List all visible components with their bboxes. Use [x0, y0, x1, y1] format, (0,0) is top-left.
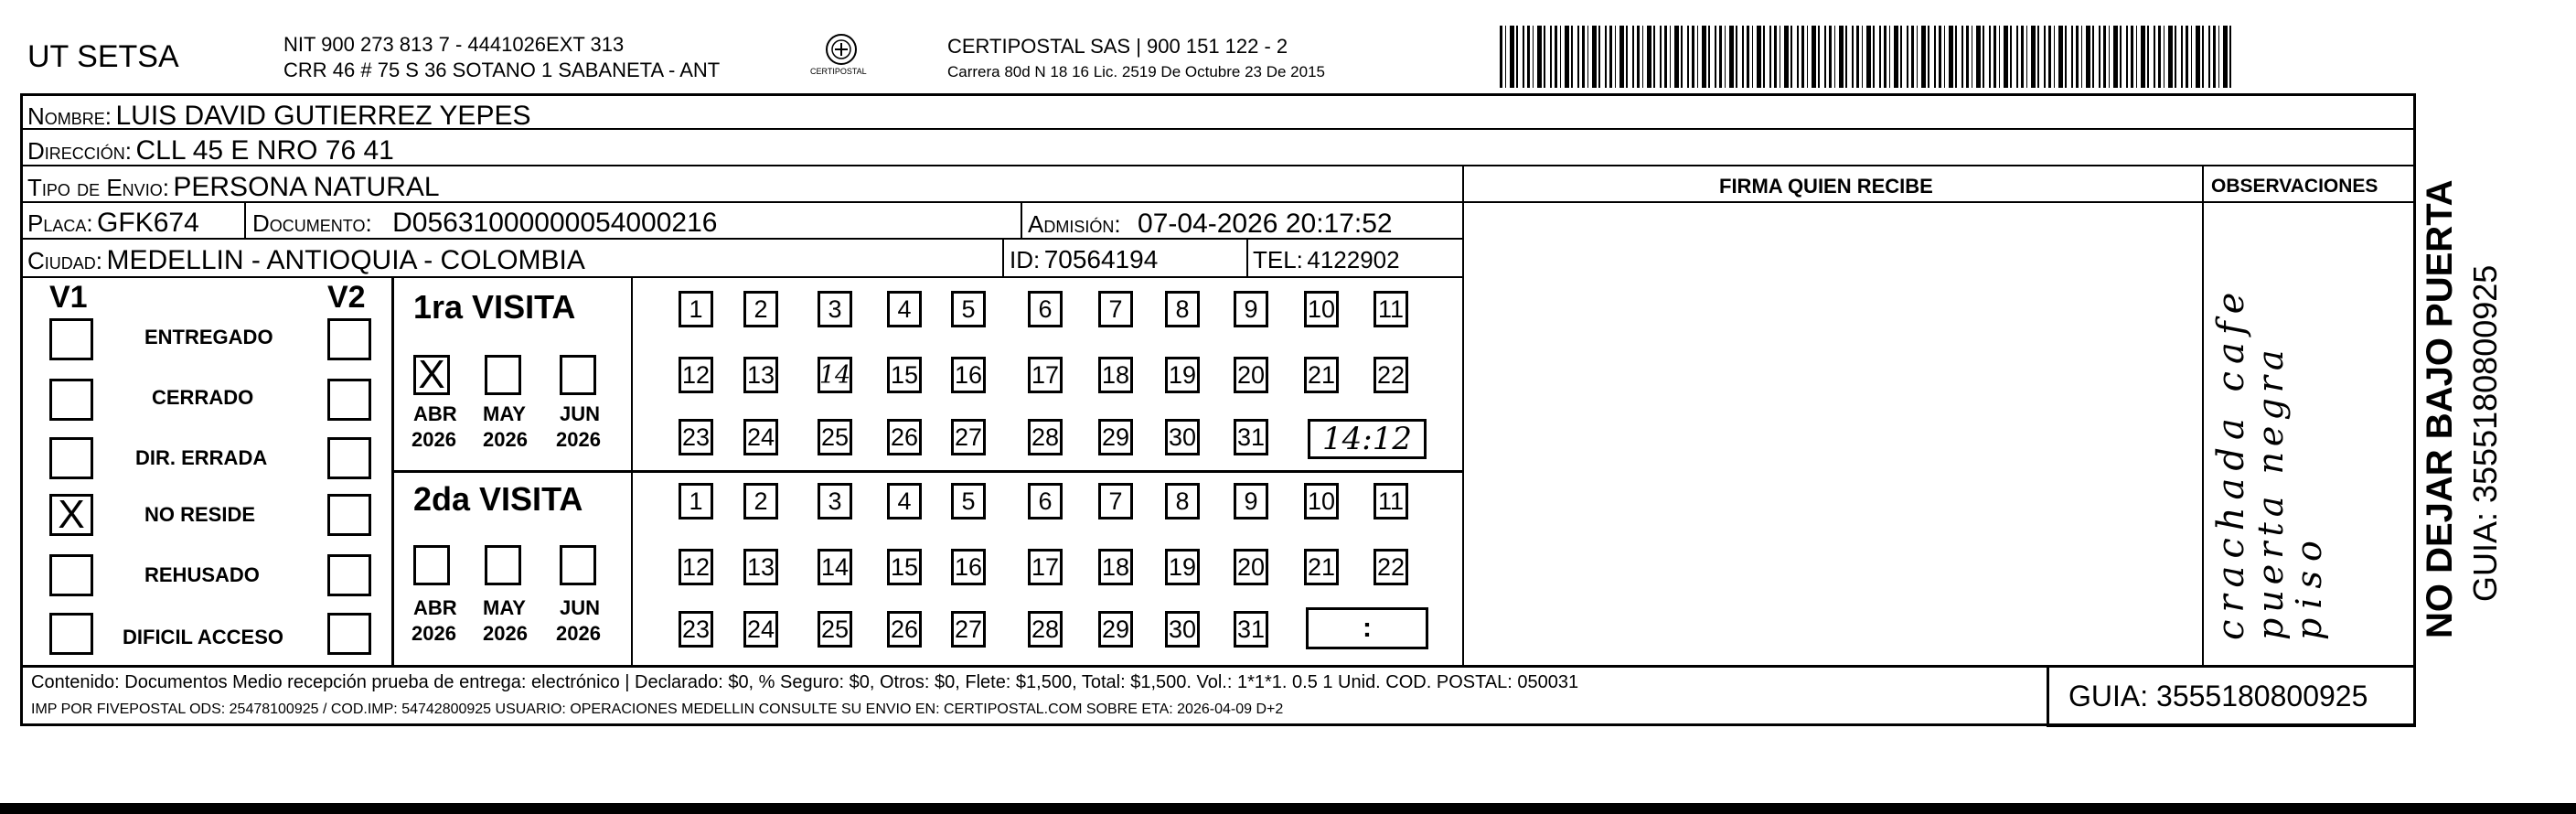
nit-line-2: CRR 46 # 75 S 36 SOTANO 1 SABANETA - ANT: [283, 59, 721, 81]
visit2-day-20[interactable]: 20: [1234, 549, 1268, 585]
nombre-value: LUIS DAVID GUTIERREZ YEPES: [115, 101, 531, 131]
v2-checkbox-entregado[interactable]: [327, 318, 371, 360]
v2-label: V2: [327, 280, 366, 315]
visit1-day-19[interactable]: 19: [1165, 357, 1200, 393]
v2-checkbox-dir-errada[interactable]: [327, 437, 371, 479]
visit2-month-may[interactable]: [485, 545, 521, 585]
status-label-no-reside: NO RESIDE: [144, 503, 256, 526]
visit2-day-12[interactable]: 12: [679, 549, 713, 585]
logo-icon: [805, 29, 878, 93]
visit1-month-abr[interactable]: [413, 352, 450, 397]
ciudad-value: MEDELLIN - ANTIOQUIA - COLOMBIA: [106, 245, 585, 275]
visit2-day-4[interactable]: 4: [887, 483, 922, 519]
visit1-time-box[interactable]: [1308, 419, 1427, 459]
logo-text: CERTIPOSTAL: [810, 67, 867, 76]
visit2-day-28[interactable]: 28: [1028, 611, 1063, 648]
visit1-day-29[interactable]: 29: [1098, 419, 1133, 455]
firma-header: FIRMA QUIEN RECIBE: [1719, 175, 1933, 198]
visit1-day-24[interactable]: 24: [743, 419, 778, 455]
visit2-day-11[interactable]: 11: [1374, 483, 1408, 519]
visit2-year-may: 2026: [483, 622, 528, 645]
visit2-day-2[interactable]: 2: [743, 483, 778, 519]
visit1-month-mark: X: [418, 352, 445, 397]
visit1-day-6[interactable]: 6: [1028, 291, 1063, 327]
visit1-day-8[interactable]: 8: [1165, 291, 1200, 327]
obs-note-1: crachada cafe: [2210, 284, 2252, 640]
visit2-day-30[interactable]: 30: [1165, 611, 1200, 648]
visit2-day-8[interactable]: 8: [1165, 483, 1200, 519]
visit2-day-25[interactable]: 25: [818, 611, 852, 648]
certipostal-line-2: Carrera 80d N 18 16 Lic. 2519 De Octubre 23 De 2015: [947, 63, 1325, 80]
visit1-day-1[interactable]: 1: [679, 291, 713, 327]
admision-label: Admisión:: [1028, 210, 1121, 238]
ciudad-label: Ciudad:: [27, 247, 103, 274]
status-label-dir-errada: DIR. ERRADA: [135, 446, 268, 469]
v2-checkbox-cerrado[interactable]: [327, 379, 371, 421]
visit2-day-23[interactable]: 23: [679, 611, 713, 648]
visit1-day-21[interactable]: 21: [1304, 357, 1339, 393]
visit2-day-21[interactable]: 21: [1304, 549, 1339, 585]
visit2-day-14[interactable]: 14: [818, 549, 852, 585]
visit1-day-31[interactable]: 31: [1234, 419, 1268, 455]
visit1-day-26[interactable]: 26: [887, 419, 922, 455]
direccion-label: Dirección:: [27, 137, 133, 165]
status-label-cerrado: CERRADO: [152, 386, 254, 409]
visit2-day-22[interactable]: 22: [1374, 549, 1408, 585]
visit1-day-5[interactable]: 5: [951, 291, 986, 327]
observaciones-header: OBSERVACIONES: [2211, 176, 2378, 197]
visit2-day-31[interactable]: 31: [1234, 611, 1268, 648]
visit2-day-5[interactable]: 5: [951, 483, 986, 519]
v2-checkbox-dificil-acceso[interactable]: [327, 613, 371, 655]
status-label-rehusado: REHUSADO: [144, 563, 260, 586]
visit1-month-label-abr: ABR: [413, 402, 457, 425]
visit1-day-30[interactable]: 30: [1165, 419, 1200, 455]
company-name: UT SETSA: [27, 39, 179, 74]
visit1-month-label-jun: JUN: [560, 402, 601, 425]
visit2-title: 2da VISITA: [413, 480, 583, 518]
visit2-day-15[interactable]: 15: [887, 549, 922, 585]
admision-value: 07-04-2026 20:17:52: [1138, 209, 1393, 239]
nit-line-1: NIT 900 273 813 7 - 4441026EXT 313: [283, 33, 625, 56]
visit2-day-26[interactable]: 26: [887, 611, 922, 648]
id-value: 70564194: [1043, 245, 1159, 273]
certipostal-line-1: CERTIPOSTAL SAS | 900 151 122 - 2: [947, 35, 1288, 58]
visit2-day-27[interactable]: 27: [951, 611, 986, 648]
visit1-day-7[interactable]: 7: [1098, 291, 1133, 327]
documento-value: D05631000000054000216: [392, 208, 718, 238]
visit1-day-17[interactable]: 17: [1028, 357, 1063, 393]
visit2-month-abr[interactable]: [413, 545, 450, 585]
visit2-day-6[interactable]: 6: [1028, 483, 1063, 519]
side-no-dejar: NO DEJAR BAJO PUERTA: [2420, 179, 2460, 638]
visit2-time: :: [1363, 613, 1372, 643]
observaciones-notes: [2210, 284, 2341, 640]
visit2-day-3[interactable]: 3: [818, 483, 852, 519]
v2-checkbox-no-reside[interactable]: [327, 494, 371, 536]
visit2-day-16[interactable]: 16: [951, 549, 986, 585]
visit1-day-10[interactable]: 10: [1304, 291, 1339, 327]
visit1-day-4[interactable]: 4: [887, 291, 922, 327]
nombre-label: Nombre:: [27, 102, 112, 130]
visit1-month-jun[interactable]: [560, 355, 596, 395]
v1-checkbox-entregado[interactable]: [49, 318, 93, 360]
certipostal-logo: [805, 29, 878, 93]
visit1-day-18[interactable]: 18: [1098, 357, 1133, 393]
visit2-day-19[interactable]: 19: [1165, 549, 1200, 585]
visit1-day-13[interactable]: 13: [743, 357, 778, 393]
visit2-day-13[interactable]: 13: [743, 549, 778, 585]
tipo-value: PERSONA NATURAL: [173, 172, 440, 202]
visit1-day-3[interactable]: 3: [818, 291, 852, 327]
footer-line-2: IMP POR FIVEPOSTAL ODS: 25478100925 / COD.IMP: 54742800925 USUARIO: OPERACIONES MEDELLIN CONSULTE SU ENVIO EN: CERTIPOSTAL.COM SOBRE ETA: 2026-04-09 D+2: [31, 702, 1284, 717]
v2-checkbox-rehusado[interactable]: [327, 554, 371, 596]
visit1-day-2[interactable]: 2: [743, 291, 778, 327]
v1-checkbox-cerrado[interactable]: [49, 379, 93, 421]
visit2-day-24[interactable]: 24: [743, 611, 778, 648]
placa-label: Placa:: [27, 209, 93, 237]
documento-label: Documento:: [252, 209, 372, 237]
footer-guia: GUIA: 3555180800925: [2068, 680, 2368, 712]
visit2-month-label-may: MAY: [483, 596, 526, 619]
bottom-rule: [0, 803, 2576, 814]
visit2-day-9[interactable]: 9: [1234, 483, 1268, 519]
visit2-day-18[interactable]: 18: [1098, 549, 1133, 585]
visit2-day-1[interactable]: 1: [679, 483, 713, 519]
visit1-day-12[interactable]: 12: [679, 357, 713, 393]
visit1-day-27[interactable]: 27: [951, 419, 986, 455]
tipo-label: Tipo de Envio:: [27, 174, 169, 201]
visit1-title: 1ra VISITA: [413, 288, 576, 326]
visit1-time: 14:12: [1322, 421, 1412, 457]
visit1-day-15[interactable]: 15: [887, 357, 922, 393]
visit1-day-14[interactable]: 14: [818, 357, 852, 393]
visit2-year-jun: 2026: [556, 622, 601, 645]
id-label: ID:: [1010, 246, 1041, 273]
placa-value: GFK674: [97, 208, 199, 238]
v1-label: V1: [49, 280, 88, 315]
barcode: [1500, 26, 2231, 88]
footer-line-1: Contenido: Documentos Medio recepción prueba de entrega: electrónico | Declarado: $0, % Seguro: $0, Otros: $0, Flete: $1,500, Total: $1,500. Vol.: 1*1*1. 0.5 1 Unid. COD. POSTAL: 050031: [31, 672, 1579, 692]
visit1-day-11[interactable]: 11: [1374, 291, 1408, 327]
visit1-day-23[interactable]: 23: [679, 419, 713, 455]
obs-note-2: puerta negra: [2250, 344, 2291, 640]
status-label-entregado: ENTREGADO: [144, 326, 273, 348]
v1-checkbox-dificil-acceso[interactable]: [49, 613, 93, 655]
visit2-time-box[interactable]: [1306, 607, 1428, 649]
visit2-year-abr: 2026: [412, 622, 456, 645]
visit2-day-7[interactable]: 7: [1098, 483, 1133, 519]
visit1-year-may: 2026: [483, 428, 528, 451]
side-guia: GUIA: 3555180800925: [2466, 264, 2504, 602]
direccion-value: CLL 45 E NRO 76 41: [135, 135, 394, 166]
status-label-dificil-acceso: DIFICIL ACCESO: [123, 626, 284, 648]
obs-note-3: piso: [2289, 531, 2329, 640]
visit1-year-jun: 2026: [556, 428, 601, 451]
visit1-month-label-may: MAY: [483, 402, 526, 425]
visit1-day-20[interactable]: 20: [1234, 357, 1268, 393]
visit1-day-22[interactable]: 22: [1374, 357, 1408, 393]
visit2-day-17[interactable]: 17: [1028, 549, 1063, 585]
visit1-day-9[interactable]: 9: [1234, 291, 1268, 327]
visit2-month-jun[interactable]: [560, 545, 596, 585]
visit1-day-28[interactable]: 28: [1028, 419, 1063, 455]
tel-value: 4122902: [1307, 246, 1400, 273]
v1-check-mark: X: [58, 492, 85, 537]
visit1-year-abr: 2026: [412, 428, 456, 451]
v1-checkbox-rehusado[interactable]: [49, 554, 93, 596]
v1-checkbox-dir-errada[interactable]: [49, 437, 93, 479]
visit2-month-label-jun: JUN: [560, 596, 601, 619]
v1-checkbox-no-reside[interactable]: [49, 494, 93, 536]
visit1-day-16[interactable]: 16: [951, 357, 986, 393]
visit2-day-29[interactable]: 29: [1098, 611, 1133, 648]
tel-label: TEL:: [1253, 246, 1303, 273]
visit1-day-25[interactable]: 25: [818, 419, 852, 455]
visit2-month-label-abr: ABR: [413, 596, 457, 619]
visit1-month-may[interactable]: [485, 355, 521, 395]
visit2-day-10[interactable]: 10: [1304, 483, 1339, 519]
